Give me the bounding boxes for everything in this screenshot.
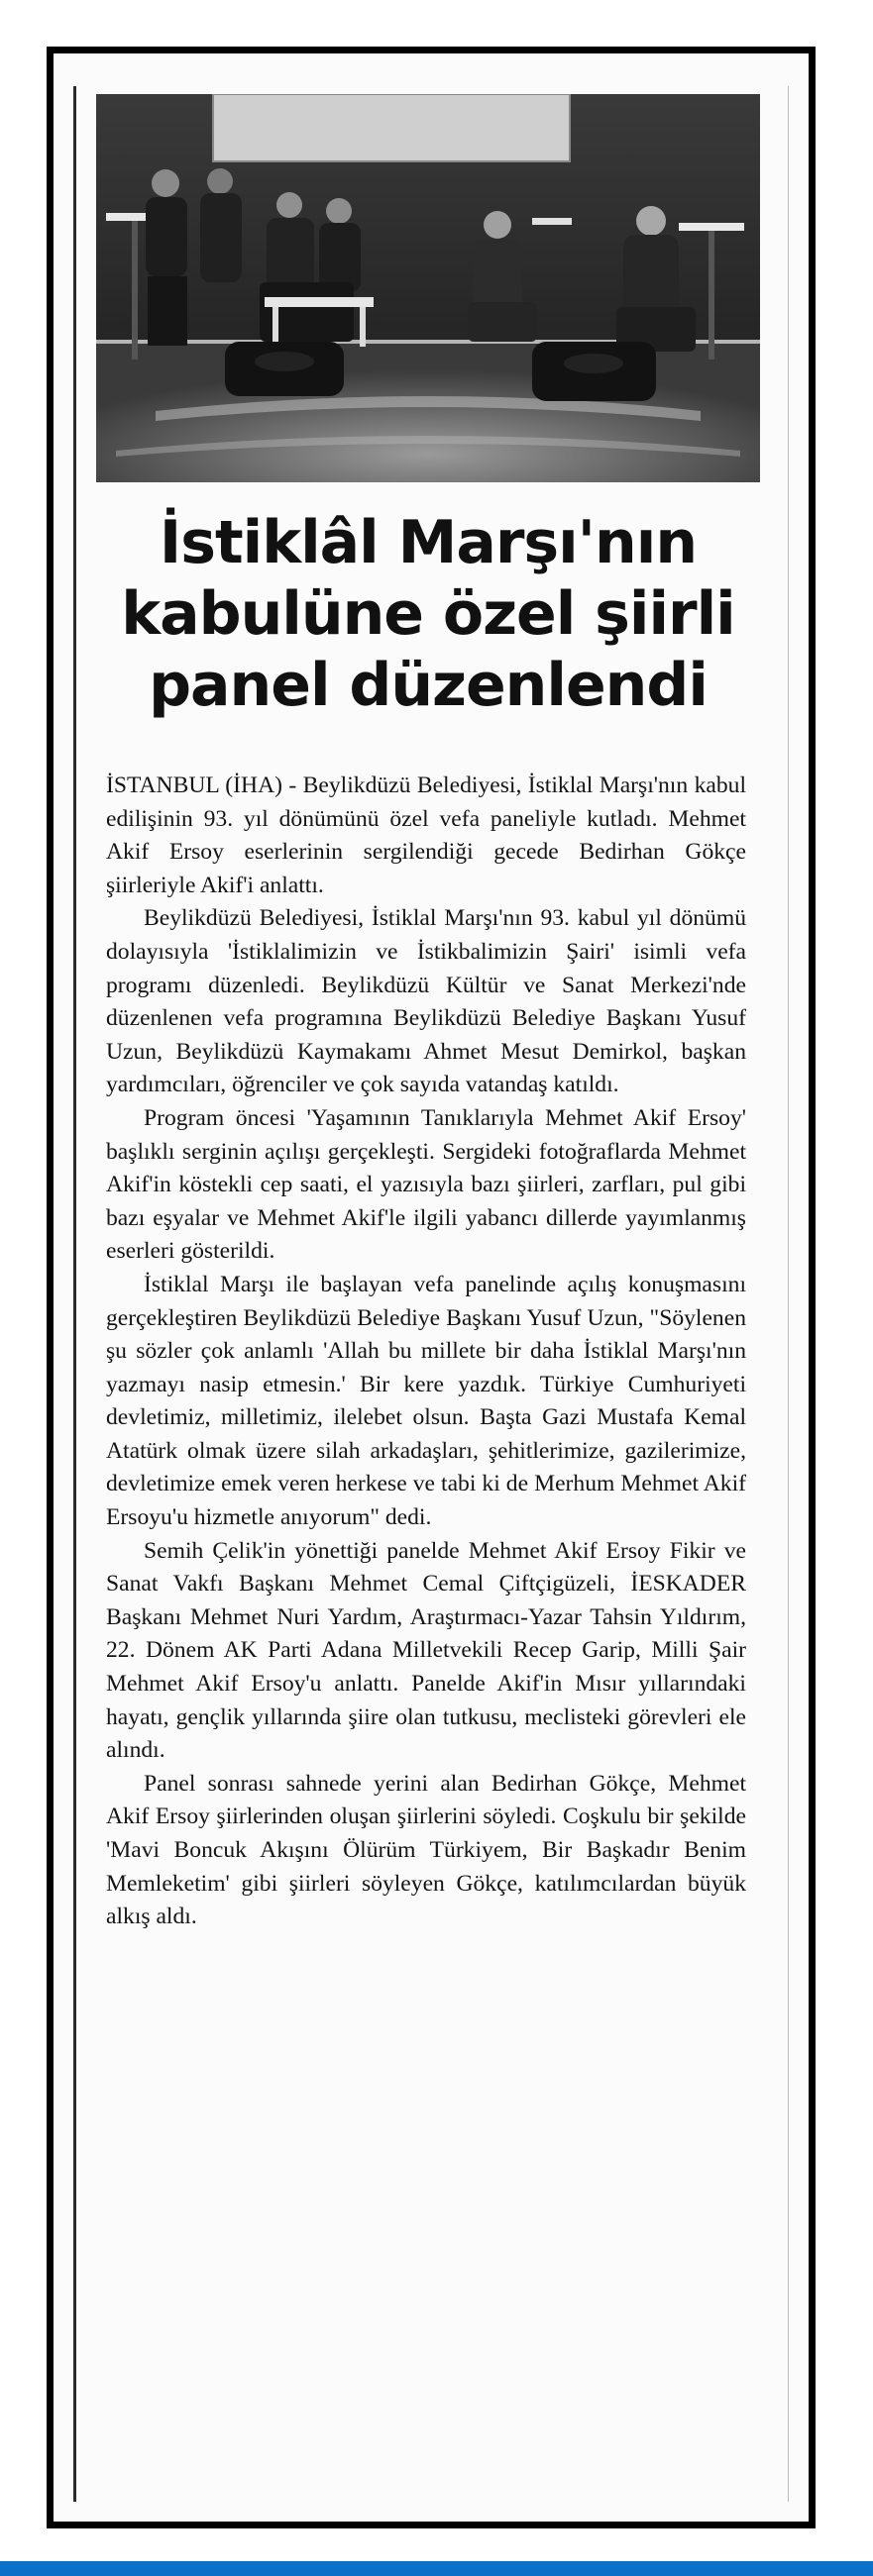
article-paragraph-2: Beylikdüzü Belediyesi, İstiklal Marşı'nın 93. kabul yıl dönümü dolayısıyla 'İstiklalimizin ve İstikbalimizin Şairi' isimli vefa programı düzenledi. Beylikdüzü Kültür ve Sanat Merkezi'nde düzenlenen vefa programına Beylikdüzü Belediye Başkanı Yusuf Uzun, Beylikdüzü Kaymakamı Ahmet Mesut Demirkol, başkan yardımcıları, öğrenciler ve çok sayıda vatandaş katıldı. (106, 905, 746, 1098)
panel-photo (96, 94, 760, 482)
panel-stage-image (96, 94, 760, 482)
article-body (106, 770, 746, 1934)
article-paragraph-4: İstiklal Marşı ile başlayan vefa panelinde açılış konuşmasını gerçekleştiren Beylikdüzü Belediye Başkanı Yusuf Uzun, "Söylenen şu sözler çok anlamlı 'Allah bu millete bir daha İstiklal Marşı'nın yazmayı nasip etmesin.' Bir kere yazdık. Türkiye Cumhuriyeti devletimiz, milletimiz, ilelebet olsun. Başta Gazi Mustafa Kemal Atatürk olmak üzere silah arkadaşları, şehitlerimize, gazilerimize, devletimize emek veren herkese ve tabi ki de Merhum Mehmet Akif Ersoyu'u hizmetle anıyorum" dedi. (106, 1271, 746, 1531)
article-headline (96, 507, 760, 721)
headline-line-2: kabulüne özel şiirli (121, 579, 735, 649)
headline-line-1: İstiklâl Marşı'nın (159, 508, 698, 577)
article-paragraph-6: Panel sonrası sahnede yerini alan Bedirhan Gökçe, Mehmet Akif Ersoy şiirlerinden oluşan şiirlerini söyledi. Coşkulu bir şekilde 'Mavi Boncuk Akışını Ölürüm Türkiyem, Bir Başkadır Benim Memleketim' gibi şiirleri söyleyen Gökçe, katılımcılardan büyük alkış aldı. (106, 1770, 746, 1930)
article-paragraph-3: Program öncesi 'Yaşamının Tanıklarıyla Mehmet Akif Ersoy' başlıklı serginin açılışı gerçekleşti. Sergideki fotoğraflarda Mehmet Akif'in köstekli cep saati, el yazısıyla bazı şiirleri, zarfları, pul gibi bazı eşyalar ve Mehmet Akif'le ilgili yabancı dillerde yayımlanmış eserleri gösterildi. (106, 1104, 746, 1265)
clipping-column (73, 86, 789, 2502)
article-paragraph-1: İSTANBUL (İHA) - Beylikdüzü Belediyesi, İstiklal Marşı'nın kabul edilişinin 93. yıl dönümünü özel vefa paneliyle kutladı. Mehmet Akif Ersoy eserlerinin sergilendiği gecede Bedirhan Gökçe şiirleriyle Akif'i anlattı. (106, 773, 746, 898)
headline-line-3: panel düzenlendi (149, 651, 708, 720)
bottom-accent-bar (0, 2561, 873, 2576)
newspaper-clipping (47, 47, 816, 2528)
article-paragraph-5: Semih Çelik'in yönettiği panelde Mehmet Akif Ersoy Fikir ve Sanat Vakfı Başkanı Mehmet Cemal Çiftçigüzeli, İESKADER Başkanı Mehmet Nuri Yardım, Araştırmacı-Yazar Tahsin Yıldırım, 22. Dönem AK Parti Adana Milletvekili Recep Garip, Milli Şair Mehmet Akif Ersoy'u anlattı. Panelde Akif'in Mısır yıllarındaki hayatı, gençlik yıllarında şiire olan tutkusu, meclisteki görevleri ele alındı. (106, 1537, 746, 1764)
